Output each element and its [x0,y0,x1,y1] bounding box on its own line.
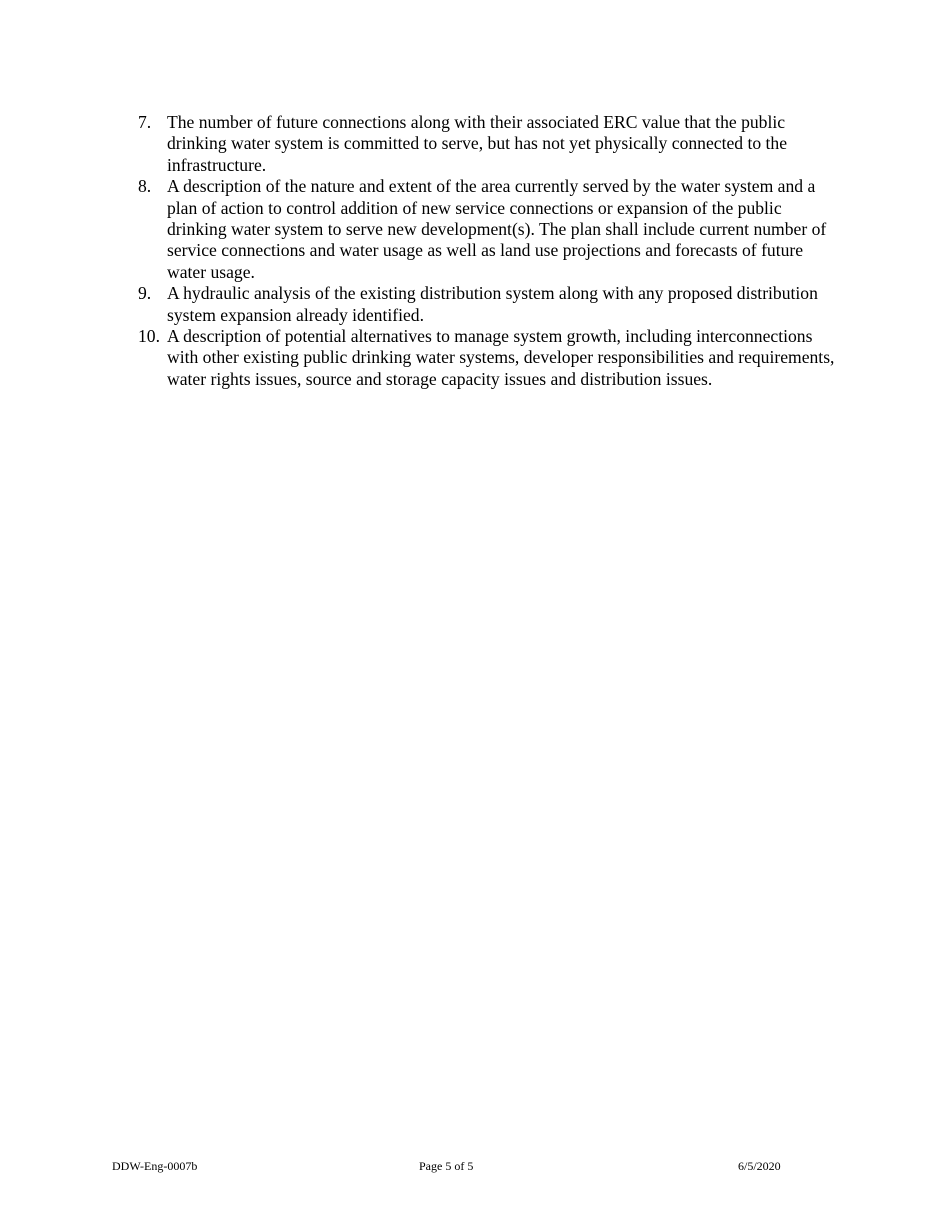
list-item [138,112,843,176]
footer-page-number: Page 5 of 5 [419,1159,474,1173]
numbered-list [138,112,843,390]
list-item-text: A description of the nature and extent of the area currently served by the water system and a plan of action to control addition of new service connections or expansion of the public drinking water system to serve new development(s). The plan shall include current number of service connections and water usage as well as land use projections and forecasts of future water usage. [167,176,827,282]
list-item-number: 9. [138,283,152,304]
list-item-text: A hydraulic analysis of the existing distribution system along with any proposed distribution system expansion already identified. [167,283,818,325]
list-item [138,283,843,326]
footer-doc-id: DDW-Eng-0007b [112,1159,198,1173]
list-item-number: 8. [138,176,152,197]
list-item-text: The number of future connections along with their associated ERC value that the public drinking water system is committed to serve, but has not yet physically connected to the infrastructure. [167,112,788,175]
list-item-number: 7. [138,112,152,132]
list-item [138,326,843,390]
list-item-text: A description of potential alternatives to manage system growth, including interconnections with other existing public drinking water systems, developer responsibilities and requirements, water rights issues, source and storage capacity issues and distribution issues. [167,326,835,389]
list-item [138,176,843,283]
list-item-number: 10. [138,326,160,347]
footer-date: 6/5/2020 [738,1159,781,1173]
